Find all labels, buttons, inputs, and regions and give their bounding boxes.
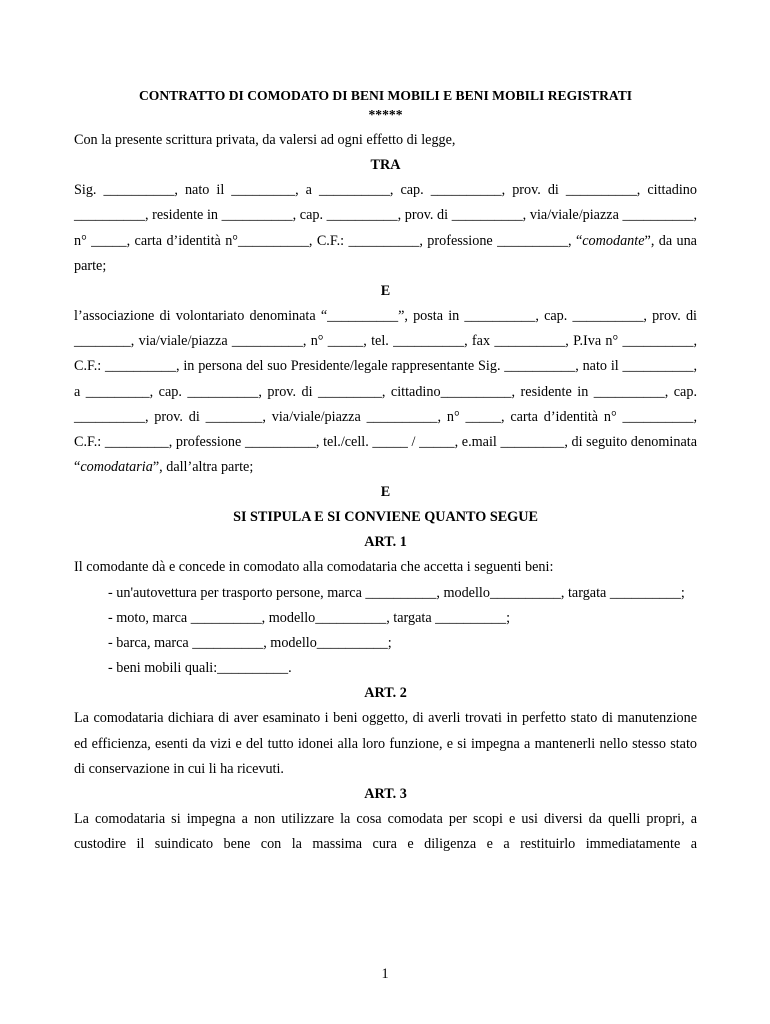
- art2-heading: ART. 2: [364, 685, 407, 702]
- art1-paragraph: Il comodante dà e concede in comodato alla comodataria che accetta i seguenti beni:: [74, 559, 554, 576]
- party2-text: l’associazione di volontariato denominata “__________”, posta in __________, cap. __________, prov. di ________, via/viale/piazza __________, n° _____, tel. __________, fax __________, P.Iva n° __________, C.F.: __________, in persona del suo Presidente/legale rappresentante Sig. __________, nato il __________, a _________, cap. __________, prov. di _________, cittadino__________, residente in __________, cap. __________, prov. di ________, via/viale/piazza __________, n° _____, carta d’identità n° __________, C.F.: _________, professione __________, tel./cell. _____ / _____, e.mail _________, di seguito denominata “: [74, 308, 697, 476]
- party2-role: comodataria: [80, 459, 153, 476]
- tra-heading: TRA: [370, 157, 401, 174]
- page-number: 1: [381, 966, 389, 982]
- e-heading-2: E: [380, 484, 391, 501]
- party2-paragraph: [74, 304, 697, 480]
- art3-paragraph: La comodataria si impegna a non utilizzare la cosa comodata per scopi e usi diversi da quelli propri, a custodire il suindicato bene con la massima cura e diligenza e a restituirlo immediatamente a: [74, 811, 697, 853]
- party1-paragraph: [74, 178, 697, 279]
- art1-item-list: [74, 581, 697, 682]
- e-heading-1: E: [380, 283, 391, 300]
- art2-paragraph: La comodataria dichiara di aver esaminato i beni oggetto, di averli trovati in perfetto stato di manutenzione ed efficienza, esenti da vizi e del tutto idonei alla loro funzione, e si impegna a mantenerli nello stesso stato di conservazione in cui li ha ricevuti.: [74, 710, 697, 777]
- intro-paragraph: Con la presente scrittura privata, da valersi ad ogni effetto di legge,: [74, 132, 456, 148]
- title-stars: *****: [368, 107, 403, 122]
- stipula-heading: SI STIPULA E SI CONVIENE QUANTO SEGUE: [233, 509, 538, 526]
- document-page: [74, 86, 697, 857]
- party1-text: Sig. __________, nato il _________, a __________, cap. __________, prov. di __________, cittadino __________, residente in __________, cap. __________, prov. di __________, via/viale/piazza __________, n° _____, carta d’identità n°__________, C.F.: __________, professione __________, “: [74, 182, 697, 249]
- art1-heading: ART. 1: [364, 534, 407, 551]
- art3-heading: ART. 3: [364, 786, 407, 803]
- list-item: - un'autovettura per trasporto persone, marca __________, modello__________, targata __________;: [108, 584, 685, 601]
- list-item: - beni mobili quali:__________.: [108, 660, 292, 677]
- list-item: - moto, marca __________, modello__________, targata __________;: [108, 609, 511, 626]
- party2-text-end: ”, dall’altra parte;: [152, 459, 254, 476]
- party1-role: comodante: [582, 232, 645, 249]
- list-item: - barca, marca __________, modello__________;: [108, 635, 392, 652]
- document-title: CONTRATTO DI COMODATO DI BENI MOBILI E BENI MOBILI REGISTRATI: [138, 88, 633, 103]
- party1-text-end: ”, da una parte;: [74, 232, 697, 274]
